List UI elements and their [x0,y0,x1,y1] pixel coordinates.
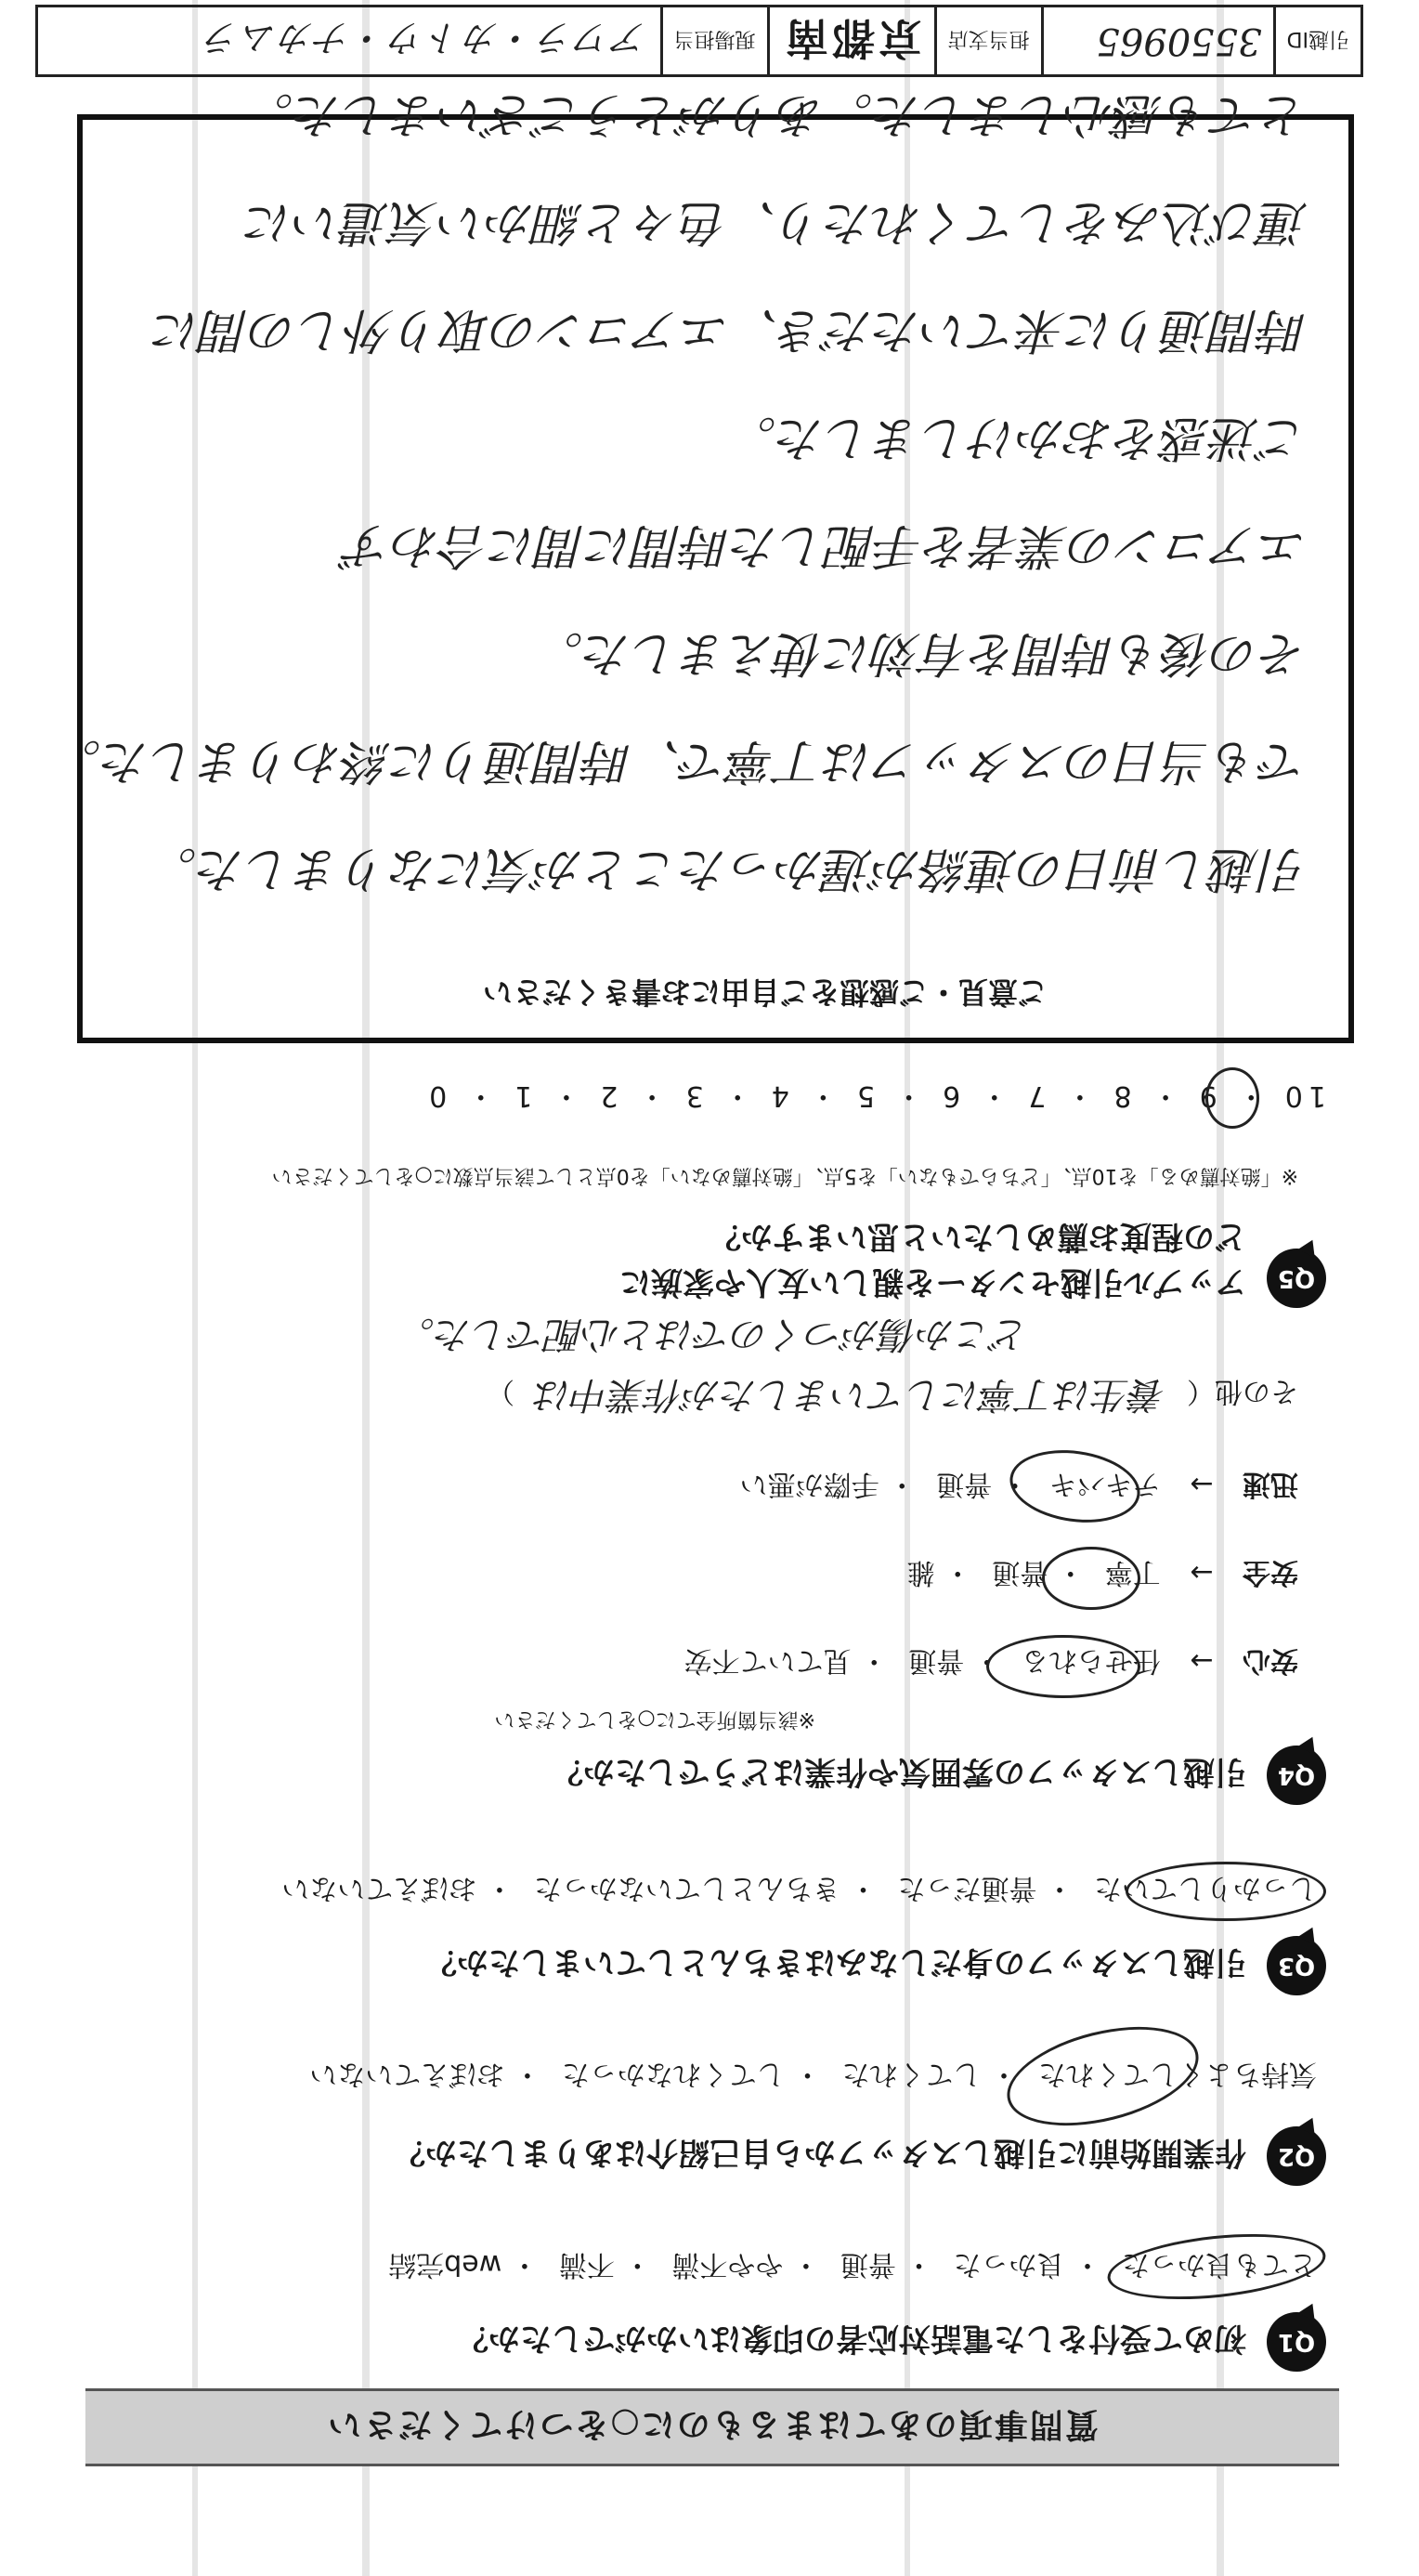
q4-row-anshin: 安心 → 任せられる・ 普通・ 見ていて不安 [683,1644,1298,1677]
comment-line: とても感心しました。ありがとうございました。 [244,86,1308,142]
comment-line: ご迷惑をおかけしました。 [727,410,1308,465]
q4-answer-circle [1005,1443,1144,1531]
question-2 [394,2126,1326,2186]
q4-option[interactable]: 手際が悪い [739,1468,879,1500]
q3-answer-circle [1126,1862,1326,1921]
leader-label: 現場担当 [660,7,767,74]
q2-option[interactable]: してくれた [841,2058,982,2090]
q2-badge: Q2 [1267,2126,1326,2186]
q2-options: 気持ちよくしてくれた・ してくれた・ してくれなかった・ おぼえていない [309,2058,1317,2090]
q1-answer-circle [1104,2225,1329,2308]
comment-line: 時間通りに来ていただき、エアコンの取り外しの間に [152,302,1308,358]
q3-options: しっかりしていた・ 普通だった・ きちんとしていなかった・ おぼえていない [281,1872,1317,1904]
q5-note: ※「絶対薦める」を10点、「どちらでもない」を5点、「絶対薦めない」を0点として該当点数に○をしてください [271,1164,1298,1187]
branch-label: 担当支店 [934,7,1041,74]
q1-options: とても良かった・ 良かった・ 普通・ やや不満・ 不満・ web完結 [388,2248,1317,2281]
q1-option[interactable]: 良かった [953,2248,1065,2281]
score-option[interactable]: 7 [1022,1079,1047,1112]
score-option[interactable]: 4 [765,1079,789,1112]
id-label: 引越ID [1273,7,1360,74]
question-1 [457,2312,1326,2372]
q4-row-anzen: 安全 → 丁寧・ 普通・ 雑 [906,1556,1298,1589]
score-option[interactable]: 1 [509,1079,533,1112]
branch-value: 京都南 [767,7,934,74]
q4-option[interactable]: 丁寧 [1104,1556,1161,1589]
score-option[interactable]: 9 [1193,1079,1217,1112]
q4-other-handwriting-2: どこか傷がつくのではと心配でした。 [397,1313,1029,1355]
arrow-icon: → [1190,1468,1214,1500]
q3-badge: Q3 [1267,1936,1326,1995]
q3-option[interactable]: 普通だった [897,1872,1037,1904]
comment-line: 運び込みをしてくれたり、色々と細かい気遣いに [244,194,1308,250]
q4-option[interactable]: 普通 [992,1556,1048,1589]
question-4 [552,1746,1326,1805]
q4-other-handwriting: 養生は丁寧にしていましたが作業中は [535,1373,1166,1416]
q5-badge: Q5 [1267,1249,1326,1308]
instructions-banner: 質問事項のあてはまるものに○をつけてください [85,2388,1339,2466]
q2-text: 作業開始前に引越しスタッフから自己紹介はありましたか？ [394,2134,1246,2172]
q4-answer-circle [986,1635,1140,1698]
q4-badge: Q4 [1267,1746,1326,1805]
q5-scale: 10 ・ 9 ・ 8 ・ 7 ・ 6 ・ 5 ・ 4 ・ 3 ・ 2 ・ 1 ・ 0 [423,1079,1326,1112]
q1-text: 初めて受付をした電話対応者の印象はいかがでしたか？ [457,2320,1246,2358]
q4-row-label: 安全 [1243,1556,1298,1589]
comment-line: エアコンの業者を手配した時間に間に合わず [344,517,1308,573]
question-5 [619,1217,1326,1308]
comment-line: 引越し前日の連絡が遅かったことが気になりました。 [148,841,1308,896]
q4-row-label: 迅速 [1243,1468,1298,1500]
q4-note: ※該当箇所全てに○をしてください [494,1707,815,1731]
q4-answer-circle [1042,1547,1140,1610]
q4-option[interactable]: 任せられる [1021,1644,1161,1677]
q1-option[interactable]: やや不満 [671,2248,784,2281]
q2-option[interactable]: してくれなかった [561,2058,785,2090]
question-3 [425,1936,1326,1995]
q1-badge: Q1 [1267,2312,1326,2372]
arrow-icon: → [1190,1556,1214,1589]
q4-other-close: ） [487,1375,514,1407]
q3-option[interactable]: きちんとしていなかった [533,1872,840,1904]
score-option[interactable]: 3 [680,1079,704,1112]
q1-option[interactable]: 不満 [558,2248,615,2281]
q5-answer-circle [1205,1067,1259,1129]
score-option[interactable]: 10 [1279,1079,1326,1112]
q3-text: 引越しスタッフの身だしなみはきちんとしていましたか？ [425,1943,1246,1981]
leader-value: アワラ・カトウ・ナカムラ [203,16,649,59]
q4-other [466,1371,1298,1424]
q4-row-label: 安心 [1243,1644,1298,1677]
score-option[interactable]: 2 [594,1079,618,1112]
q4-row-jinsoku: 迅速 → テキパキ・ 普通・ 手際が悪い [739,1468,1298,1500]
comment-heading: ご意見・ご感想をご自由にお書きください [482,974,1048,1010]
id-value: 3550965 [1041,7,1273,74]
q1-option[interactable]: web完結 [388,2248,502,2281]
q4-other-label: その他（ [1187,1375,1298,1407]
comment-line: その後も時間を有効に使えました。 [534,625,1308,681]
q2-option[interactable]: おぼえていない [309,2058,505,2090]
score-option[interactable]: 6 [937,1079,961,1112]
q2-option[interactable]: 気持ちよくしてくれた [1038,2058,1317,2090]
score-option[interactable]: 5 [851,1079,876,1112]
q3-option[interactable]: しっかりしていた [1094,1872,1317,1904]
score-option[interactable]: 8 [1108,1079,1132,1112]
q3-option[interactable]: おぼえていない [281,1872,477,1904]
q4-option[interactable]: 普通 [908,1644,965,1677]
comment-handwriting [53,60,1308,922]
q4-option[interactable]: 普通 [936,1468,993,1500]
q4-option[interactable]: 見ていて不安 [683,1644,852,1677]
comment-line: でも当日のスタッフは丁寧で、時間通りに終わりました。 [53,733,1308,789]
q2-answer-circle [997,2009,1209,2143]
q4-text: 引越しスタッフの雰囲気や作業はどうでしたか？ [552,1753,1246,1791]
arrow-icon: → [1190,1644,1214,1677]
q4-option[interactable]: テキパキ [1048,1468,1161,1500]
q5-text: アップル引越センターを親しい友人や家族に どの程度お薦めしたいと思いますか？ [619,1218,1246,1301]
score-option[interactable]: 0 [423,1079,448,1112]
q1-option[interactable]: 普通 [840,2248,896,2281]
footer-info-table [35,5,1363,77]
q1-option[interactable]: とても良かった [1122,2248,1317,2281]
q4-option[interactable]: 雑 [906,1556,935,1589]
